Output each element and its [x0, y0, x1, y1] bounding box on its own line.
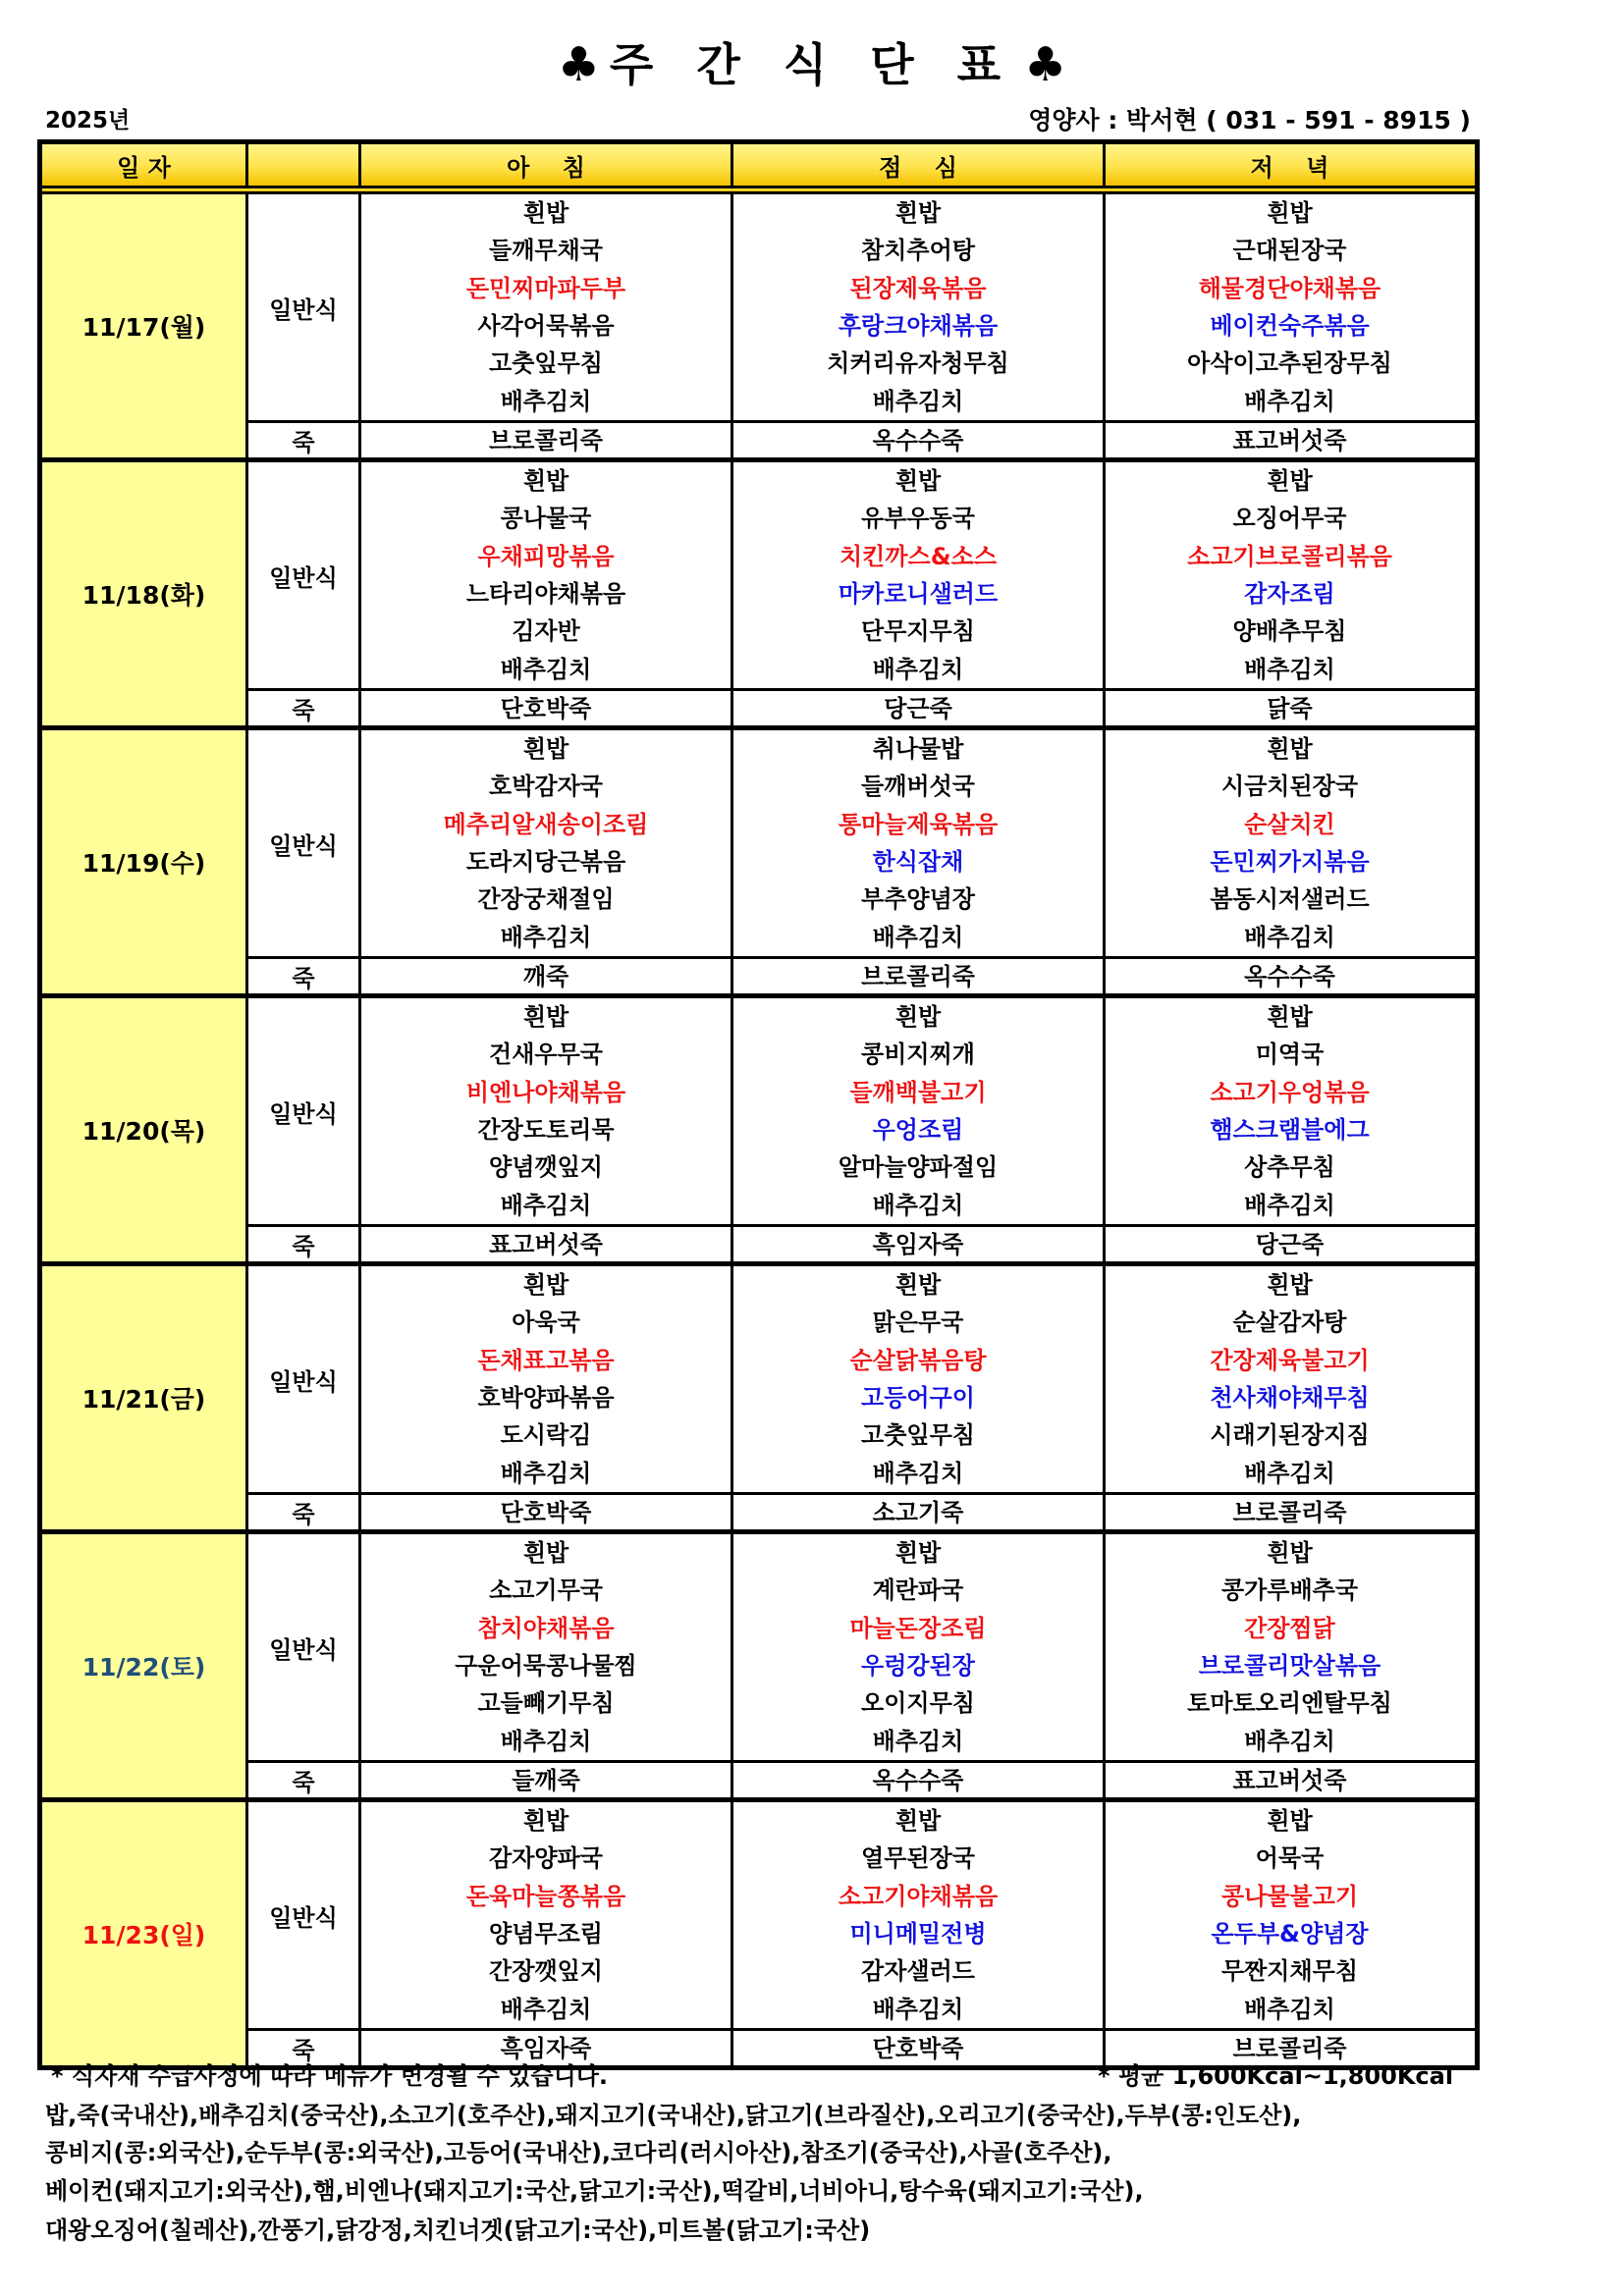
- menu-item: 감자조림: [1244, 580, 1335, 609]
- menu-item: 치커리유자청무침: [827, 349, 1009, 378]
- lunch-porridge-cell: [733, 1763, 1106, 1797]
- menu-item: 우엉조림: [872, 1116, 964, 1145]
- menu-item: 배추김치: [872, 1459, 964, 1487]
- menu-item: 순살감자탕: [1232, 1308, 1347, 1337]
- meal-type-label: 죽: [248, 1227, 361, 1261]
- day-block: [42, 462, 1475, 730]
- regular-meal-row: [248, 998, 1475, 1227]
- weekly-menu-table: [37, 139, 1480, 2070]
- porridge-item: 닭죽: [1267, 694, 1313, 722]
- breakfast-porridge-cell: [361, 1227, 733, 1261]
- porridge-item: 브로콜리죽: [1232, 1498, 1347, 1526]
- menu-item: 흰밥: [1267, 1807, 1313, 1836]
- lunch-cell: [733, 730, 1106, 956]
- meal-type-label: 죽: [248, 691, 361, 725]
- menu-item: 메추리알새송이조림: [443, 810, 649, 838]
- breakfast-porridge-cell: [361, 691, 733, 725]
- origin-line-4: 대왕오징어(칠레산),깐풍기,닭강정,치킨너겟(닭고기:국산),미트볼(닭고기:국산): [45, 2216, 871, 2244]
- menu-item: 봄동시저샐러드: [1210, 885, 1370, 914]
- menu-item: 햄스크램블에그: [1210, 1116, 1370, 1145]
- meal-type-label: 죽: [248, 1763, 361, 1797]
- menu-item: 계란파국: [872, 1576, 964, 1605]
- menu-item: 흰밥: [522, 199, 569, 228]
- menu-item: 배추김치: [500, 387, 592, 415]
- menu-item: 돈민찌마파두부: [465, 274, 626, 302]
- porridge-item: 흑임자죽: [872, 1230, 964, 1258]
- porridge-row: [248, 1763, 1475, 1797]
- menu-item: 해물경단야채볶음: [1198, 274, 1381, 302]
- menu-item: 베이컨숙주볶음: [1210, 312, 1370, 341]
- menu-item: 돈민찌가지볶음: [1210, 848, 1370, 877]
- dinner-porridge-cell: [1106, 691, 1474, 725]
- menu-item: 참치추어탕: [861, 237, 975, 265]
- menu-item: 호박양파볶음: [477, 1384, 615, 1413]
- breakfast-porridge-cell: [361, 1763, 733, 1797]
- dinner-porridge-cell: [1106, 1763, 1474, 1797]
- origin-line-3: 베이컨(돼지고기:외국산),햄,비엔나(돼지고기:국산,닭고기:국산),떡갈비,너비아니,탕수육(돼지고기:국산),: [45, 2177, 1144, 2205]
- porridge-item: 표고버섯죽: [489, 1230, 603, 1258]
- menu-item: 흰밥: [894, 1539, 942, 1568]
- menu-item: 양배추무침: [1232, 617, 1347, 646]
- menu-item: 들깨백불고기: [849, 1078, 987, 1106]
- date-cell: 11/17(월): [42, 194, 248, 457]
- menu-item: 흰밥: [894, 1271, 942, 1300]
- menu-item: 아욱국: [512, 1308, 580, 1337]
- day-block: [42, 1802, 1475, 2065]
- porridge-row: [248, 2031, 1475, 2065]
- lunch-cell: [733, 462, 1106, 688]
- menu-item: 배추김치: [872, 1995, 964, 2023]
- menu-item: 맑은무국: [872, 1308, 964, 1337]
- porridge-item: 표고버섯죽: [1232, 426, 1347, 454]
- menu-item: 흰밥: [894, 1807, 942, 1836]
- year-label: 2025년: [45, 108, 131, 133]
- menu-item: 어묵국: [1255, 1844, 1325, 1873]
- porridge-item: 당근죽: [1255, 1230, 1325, 1258]
- menu-item: 된장제육볶음: [849, 274, 987, 302]
- menu-item: 콩나물불고기: [1220, 1882, 1359, 1910]
- menu-item: 콩가루배추국: [1220, 1576, 1359, 1605]
- menu-item: 토마토오리엔탈무침: [1187, 1689, 1392, 1718]
- menu-item: 고등어구이: [861, 1384, 975, 1413]
- club-icon: ♣: [557, 37, 600, 92]
- day-block: [42, 1534, 1475, 1802]
- menu-item: 배추김치: [1244, 1191, 1335, 1219]
- breakfast-cell: [361, 1266, 733, 1492]
- day-block: [42, 194, 1475, 462]
- regular-meal-row: [248, 462, 1475, 691]
- porridge-row: [248, 1495, 1475, 1529]
- menu-item: 우렁강된장: [861, 1652, 975, 1681]
- menu-change-notice: * 식자재 수급사정에 따라 메뉴가 변경될 수 있습니다.: [51, 2062, 609, 2090]
- meal-type-label: 일반식: [248, 730, 361, 956]
- menu-item: 고춧잎무침: [489, 349, 603, 378]
- menu-item: 흰밥: [894, 467, 942, 496]
- dinner-cell: [1106, 998, 1474, 1224]
- porridge-item: 브로콜리죽: [489, 426, 603, 454]
- porridge-item: 옥수수죽: [872, 426, 964, 454]
- menu-item: 배추김치: [1244, 387, 1335, 415]
- menu-item: 온두부&양념장: [1211, 1920, 1369, 1949]
- menu-item: 부추양념장: [861, 885, 975, 914]
- breakfast-cell: [361, 730, 733, 956]
- menu-item: 배추김치: [500, 1459, 592, 1487]
- menu-item: 흰밥: [894, 199, 942, 228]
- porridge-row: [248, 691, 1475, 725]
- menu-item: 들깨버섯국: [861, 773, 975, 801]
- breakfast-cell: [361, 1534, 733, 1760]
- menu-item: 아삭이고추된장무침: [1187, 349, 1392, 378]
- menu-item: 통마늘제육볶음: [838, 810, 999, 838]
- lunch-cell: [733, 194, 1106, 420]
- menu-item: 느타리야채볶음: [465, 580, 626, 609]
- calorie-note: * 평균 1,600Kcal~1,800Kcal: [1098, 2062, 1454, 2090]
- menu-item: 배추김치: [1244, 1727, 1335, 1755]
- menu-item: 배추김치: [872, 923, 964, 951]
- menu-item: 마카로니샐러드: [838, 580, 999, 609]
- dinner-cell: [1106, 194, 1474, 420]
- porridge-item: 옥수수죽: [1244, 962, 1335, 990]
- porridge-row: [248, 423, 1475, 457]
- day-block: [42, 998, 1475, 1266]
- porridge-item: 단호박죽: [500, 694, 592, 722]
- menu-item: 흰밥: [522, 1003, 569, 1032]
- title-text: 주 간 식 단 표: [609, 38, 1015, 91]
- porridge-item: 단호박죽: [500, 1498, 592, 1526]
- menu-item: 비엔나야채볶음: [465, 1078, 626, 1106]
- menu-item: 시금치된장국: [1220, 773, 1359, 801]
- menu-item: 미역국: [1255, 1041, 1325, 1069]
- menu-item: 흰밥: [522, 1807, 569, 1836]
- menu-item: 간장찜닭: [1244, 1614, 1335, 1642]
- menu-item: 배추김치: [500, 1995, 592, 2023]
- menu-item: 배추김치: [1244, 923, 1335, 951]
- meal-type-label: 일반식: [248, 998, 361, 1224]
- menu-item: 돈채표고볶음: [477, 1346, 615, 1374]
- meal-type-label: 죽: [248, 423, 361, 457]
- menu-item: 상추무침: [1244, 1153, 1335, 1182]
- menu-item: 구운어묵콩나물찜: [455, 1652, 637, 1681]
- dietitian-contact: 영양사 : 박서현 ( 031 - 591 - 8915 ): [1028, 106, 1471, 134]
- porridge-item: 흑임자죽: [500, 2034, 592, 2062]
- dinner-porridge-cell: [1106, 1495, 1474, 1529]
- porridge-item: 옥수수죽: [872, 1766, 964, 1794]
- menu-item: 시래기된장지짐: [1210, 1421, 1370, 1450]
- menu-item: 열무된장국: [861, 1844, 975, 1873]
- menu-item: 흰밥: [522, 467, 569, 496]
- table-header-row: [42, 144, 1475, 188]
- menu-item: 배추김치: [1244, 1995, 1335, 2023]
- meal-type-label: 죽: [248, 959, 361, 993]
- breakfast-porridge-cell: [361, 1495, 733, 1529]
- menu-item: 배추김치: [872, 655, 964, 683]
- menu-item: 간장도토리묵: [477, 1116, 615, 1145]
- breakfast-porridge-cell: [361, 2031, 733, 2065]
- column-header-type: [248, 144, 361, 186]
- menu-item: 순살닭볶음탕: [849, 1346, 987, 1374]
- menu-item: 유부우동국: [861, 505, 975, 533]
- breakfast-cell: [361, 462, 733, 688]
- menu-item: 근대된장국: [1232, 237, 1347, 265]
- menu-item: 흰밥: [894, 1003, 942, 1032]
- regular-meal-row: [248, 1266, 1475, 1495]
- menu-item: 도라지당근볶음: [465, 848, 626, 877]
- lunch-cell: [733, 1802, 1106, 2028]
- menu-item: 순살치킨: [1244, 810, 1335, 838]
- meal-type-label: 일반식: [248, 194, 361, 420]
- porridge-item: 브로콜리죽: [1232, 2034, 1347, 2062]
- lunch-porridge-cell: [733, 2031, 1106, 2065]
- menu-item: 간장궁채절임: [477, 885, 615, 914]
- column-header-dinner: 저 녁: [1250, 153, 1329, 182]
- menu-item: 김자반: [512, 617, 580, 646]
- menu-item: 소고기무국: [489, 1576, 603, 1605]
- porridge-item: 표고버섯죽: [1232, 1766, 1347, 1794]
- meal-type-label: 죽: [248, 1495, 361, 1529]
- menu-item: 양념깻잎지: [489, 1153, 603, 1182]
- regular-meal-row: [248, 1802, 1475, 2031]
- menu-item: 고들빼기무침: [477, 1689, 615, 1718]
- menu-item: 배추김치: [872, 1191, 964, 1219]
- menu-item: 오징어무국: [1232, 505, 1347, 533]
- menu-item: 후랑크야채볶음: [838, 312, 999, 341]
- lunch-cell: [733, 1534, 1106, 1760]
- menu-item: 양념무조림: [489, 1920, 603, 1949]
- day-block: [42, 730, 1475, 998]
- menu-item: 취나물밥: [872, 735, 964, 764]
- regular-meal-row: [248, 1534, 1475, 1763]
- menu-item: 흰밥: [1267, 735, 1313, 764]
- meal-type-label: 일반식: [248, 1266, 361, 1492]
- lunch-porridge-cell: [733, 1227, 1106, 1261]
- breakfast-cell: [361, 194, 733, 420]
- menu-item: 천사채야채무침: [1210, 1384, 1370, 1413]
- regular-meal-row: [248, 194, 1475, 423]
- menu-item: 배추김치: [872, 387, 964, 415]
- day-blocks: [42, 194, 1475, 2065]
- menu-item: 배추김치: [500, 1191, 592, 1219]
- menu-item: 흰밥: [522, 735, 569, 764]
- lunch-cell: [733, 1266, 1106, 1492]
- column-header-lunch: 점 심: [733, 144, 1106, 186]
- porridge-item: 당근죽: [884, 694, 952, 722]
- menu-item: 참치야채볶음: [477, 1614, 615, 1642]
- menu-item: 흰밥: [522, 1271, 569, 1300]
- dinner-porridge-cell: [1106, 2031, 1474, 2065]
- column-header-breakfast: 아 침: [361, 144, 733, 186]
- menu-item: 단무지무침: [861, 617, 975, 646]
- origin-line-2: 콩비지(콩:외국산),순두부(콩:외국산),고등어(국내산),코다리(러시아산),참조기(중국산),사골(호주산),: [45, 2139, 1112, 2166]
- menu-item: 마늘돈장조림: [849, 1614, 987, 1642]
- club-icon: ♣: [1024, 37, 1067, 92]
- menu-item: 건새우무국: [489, 1041, 603, 1069]
- menu-item: 흰밥: [1267, 1003, 1313, 1032]
- dinner-cell: [1106, 1266, 1474, 1492]
- date-cell: 11/23(일): [42, 1802, 248, 2065]
- dinner-porridge-cell: [1106, 1227, 1474, 1261]
- date-cell: 11/22(토): [42, 1534, 248, 1797]
- meal-type-label: 일반식: [248, 462, 361, 688]
- menu-item: 배추김치: [1244, 1459, 1335, 1487]
- meal-type-label: 일반식: [248, 1802, 361, 2028]
- menu-item: 콩비지찌개: [861, 1041, 975, 1069]
- regular-meal-row: [248, 730, 1475, 959]
- menu-item: 배추김치: [500, 1727, 592, 1755]
- lunch-cell: [733, 998, 1106, 1224]
- dinner-cell: [1106, 730, 1474, 956]
- date-cell: 11/19(수): [42, 730, 248, 993]
- menu-item: 사각어묵볶음: [477, 312, 615, 341]
- menu-item: 무짠지채무침: [1220, 1957, 1359, 1986]
- menu-item: 호박감자국: [489, 773, 603, 801]
- menu-item: 간장깻잎지: [489, 1957, 603, 1986]
- menu-item: 흰밥: [522, 1539, 569, 1568]
- dinner-porridge-cell: [1106, 959, 1474, 993]
- menu-item: 소고기야채볶음: [838, 1882, 999, 1910]
- menu-item: 감자양파국: [489, 1844, 603, 1873]
- breakfast-porridge-cell: [361, 959, 733, 993]
- date-cell: 11/20(목): [42, 998, 248, 1261]
- menu-item: 감자샐러드: [861, 1957, 975, 1986]
- day-block: [42, 1266, 1475, 1534]
- menu-item: 배추김치: [1244, 655, 1335, 683]
- porridge-item: 들깨죽: [512, 1766, 580, 1794]
- menu-item: 배추김치: [872, 1727, 964, 1755]
- dinner-cell: [1106, 1534, 1474, 1760]
- menu-item: 고춧잎무침: [861, 1421, 975, 1450]
- origin-line-1: 밥,죽(국내산),배추김치(중국산),소고기(호주산),돼지고기(국내산),닭고기(브라질산),오리고기(중국산),두부(콩:인도산),: [45, 2102, 1302, 2129]
- menu-item: 들깨무채국: [489, 237, 603, 265]
- porridge-item: 브로콜리죽: [861, 962, 975, 990]
- lunch-porridge-cell: [733, 691, 1106, 725]
- porridge-item: 깨죽: [522, 962, 569, 990]
- menu-item: 흰밥: [1267, 467, 1313, 496]
- menu-item: 흰밥: [1267, 199, 1313, 228]
- menu-item: 오이지무침: [861, 1689, 975, 1718]
- menu-item: 소고기브로콜리볶음: [1187, 542, 1392, 570]
- menu-item: 흰밥: [1267, 1271, 1313, 1300]
- breakfast-porridge-cell: [361, 423, 733, 457]
- breakfast-cell: [361, 998, 733, 1224]
- menu-item: 배추김치: [500, 655, 592, 683]
- menu-item: 치킨까스&소스: [839, 542, 998, 570]
- menu-item: 콩나물국: [500, 505, 592, 533]
- menu-item: 돈육마늘쫑볶음: [465, 1882, 626, 1910]
- menu-item: 소고기우엉볶음: [1210, 1078, 1370, 1106]
- menu-item: 흰밥: [1267, 1539, 1313, 1568]
- lunch-porridge-cell: [733, 423, 1106, 457]
- date-cell: 11/18(화): [42, 462, 248, 725]
- menu-item: 도시락김: [500, 1421, 592, 1450]
- menu-item: 배추김치: [500, 923, 592, 951]
- menu-item: 미니메밀전병: [849, 1920, 987, 1949]
- meal-type-label: 죽: [248, 2031, 361, 2065]
- date-cell: 11/21(금): [42, 1266, 248, 1529]
- menu-item: 우채피망볶음: [477, 542, 615, 570]
- breakfast-cell: [361, 1802, 733, 2028]
- porridge-row: [248, 959, 1475, 993]
- menu-item: 브로콜리맛살볶음: [1198, 1652, 1381, 1681]
- menu-item: 한식잡채: [872, 848, 964, 877]
- dinner-porridge-cell: [1106, 423, 1474, 457]
- menu-item: 알마늘양파절임: [838, 1153, 999, 1182]
- dinner-cell: [1106, 462, 1474, 688]
- porridge-row: [248, 1227, 1475, 1261]
- menu-item: 간장제육불고기: [1210, 1346, 1370, 1374]
- porridge-item: 소고기죽: [872, 1498, 964, 1526]
- page-title: [0, 37, 1624, 92]
- lunch-porridge-cell: [733, 959, 1106, 993]
- lunch-porridge-cell: [733, 1495, 1106, 1529]
- porridge-item: 단호박죽: [872, 2034, 964, 2062]
- meal-type-label: 일반식: [248, 1534, 361, 1760]
- column-header-date: 일 자: [42, 144, 248, 186]
- dinner-cell: [1106, 1802, 1474, 2028]
